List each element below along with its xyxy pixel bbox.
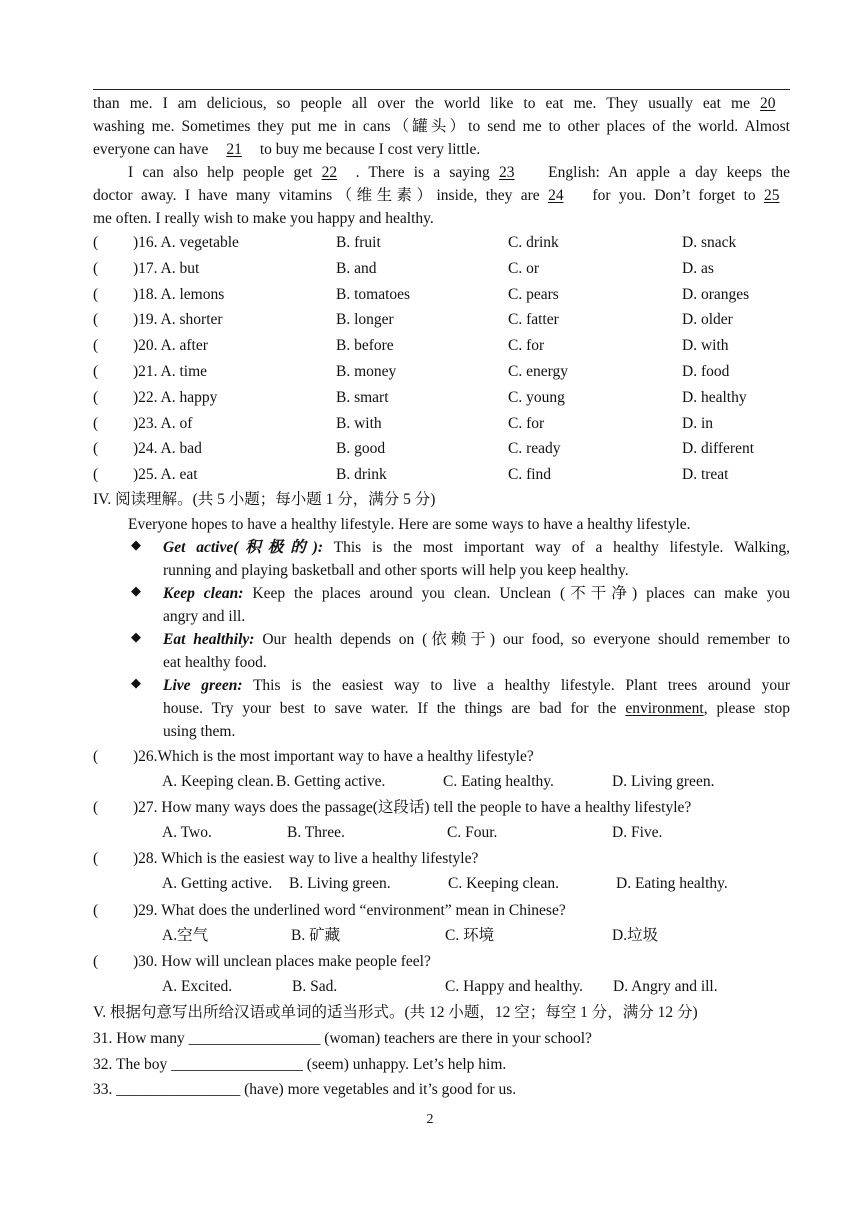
- question-option-d: D. oranges: [682, 285, 750, 303]
- bullet-eat-healthily-cont: eat healthy food.: [163, 654, 267, 671]
- reading-options-27: [93, 821, 790, 844]
- question-option-d: D. Five.: [612, 824, 663, 841]
- cloze-question-row: [93, 463, 790, 486]
- bullet-live-green-cont: [163, 697, 790, 720]
- question-option-c: C. fatter: [508, 311, 559, 329]
- bullet-eat-healthily: [163, 628, 790, 651]
- question-option-d: D. older: [682, 311, 733, 329]
- question-option-b: B. good: [336, 440, 386, 458]
- cloze-question-row: [93, 437, 790, 460]
- question-option-a: )18. A. lemons: [133, 285, 225, 303]
- question-option-c: C. young: [508, 388, 565, 406]
- question-option-b: B. smart: [336, 388, 389, 406]
- question-option-b: B. money: [336, 363, 397, 380]
- bullet-keep-clean: [163, 582, 790, 605]
- page-number: 2: [426, 1112, 434, 1127]
- question-option-c: C. ready: [508, 440, 561, 458]
- question-option-b: B. tomatoes: [336, 285, 411, 303]
- bullet-title: Live green:: [163, 677, 243, 694]
- bullet-diamond-icon: ◆: [131, 583, 141, 598]
- question-option-b: B. before: [336, 337, 394, 355]
- bullet-title: Keep clean:: [163, 585, 244, 602]
- bullet-get-active: [163, 536, 790, 559]
- bullet-live-green-cont2: using them.: [163, 723, 236, 740]
- answer-paren: (: [93, 234, 99, 251]
- blank-25: 25: [764, 187, 780, 204]
- question-option-a: )20. A. after: [133, 337, 208, 355]
- answer-paren: (: [93, 902, 99, 919]
- question-text: )27. How many ways does the passage(这段话) tell the people to have a healthy lifestyle?: [133, 799, 692, 816]
- question-text: )26.Which is the most important way to have a healthy lifestyle?: [133, 748, 534, 765]
- answer-paren: (: [93, 748, 99, 765]
- bullet-title: Eat healthily:: [163, 631, 255, 648]
- passage-text: for you. Don’t forget to: [592, 187, 756, 204]
- question-option-b: B. and: [336, 259, 377, 277]
- reading-question-26: [93, 745, 790, 768]
- question-option-c: C. pears: [508, 285, 559, 303]
- question-option-d: D. snack: [682, 234, 737, 251]
- bullet-text: This is the easiest way to live a healthy lifestyle. Plant trees around your: [252, 677, 790, 694]
- passage-text: I can also help people get: [128, 164, 313, 181]
- question-option-d: D. in: [682, 414, 713, 432]
- question-option-d: D. food: [682, 363, 730, 380]
- section-5-heading: V. 根据句意写出所给汉语或单词的适当形式。(共 12 小题，12 空；每空 1 分，满分 12 分): [93, 1004, 698, 1021]
- blank-21: 21: [226, 141, 242, 158]
- blank-22: 22: [321, 164, 338, 181]
- answer-paren: (: [93, 363, 99, 380]
- passage-line-3: [93, 138, 790, 161]
- question-option-a: )24. A. bad: [133, 440, 202, 458]
- question-option-d: D. Angry and ill.: [613, 978, 718, 995]
- header-rule: [93, 89, 790, 90]
- bullet-text: Keep the places around you clean. Unclean (不干净) places can make you: [252, 585, 790, 602]
- bullet-get-active-cont: running and playing basketball and other sports will help you keep healthy.: [163, 562, 629, 579]
- question-text: )28. Which is the easiest way to live a healthy lifestyle?: [133, 850, 479, 867]
- question-option-a: )22. A. happy: [133, 388, 218, 406]
- cloze-question-row: [93, 386, 790, 409]
- blank-24: 24: [548, 187, 564, 204]
- question-option-c: C. for: [508, 414, 545, 432]
- question-option-d: D. different: [682, 440, 755, 458]
- question-option-a: )16. A. vegetable: [133, 234, 239, 251]
- question-option-b: B. drink: [336, 466, 387, 484]
- cloze-question-row: [93, 334, 790, 357]
- question-option-b: B. 矿藏: [291, 927, 341, 944]
- question-option-d: D. Living green.: [612, 773, 715, 790]
- cloze-question-row: [93, 257, 790, 280]
- passage-line-2: washing me. Sometimes they put me in cans（罐头）to send me to other places of the world. Almost: [93, 118, 790, 135]
- passage-text: to buy me because I cost very little.: [259, 141, 481, 158]
- passage-line-1: [93, 92, 790, 115]
- question-option-c: C. energy: [508, 363, 568, 380]
- cloze-question-row: [93, 308, 790, 331]
- question-option-c: C. or: [508, 259, 539, 277]
- reading-options-30: [93, 975, 790, 998]
- answer-paren: (: [93, 259, 99, 277]
- question-option-d: D. healthy: [682, 388, 747, 406]
- underlined-word-environment: environment: [625, 700, 704, 717]
- reading-question-28: [93, 847, 790, 870]
- blank-23: 23: [498, 164, 515, 181]
- question-option-b: B. with: [336, 414, 382, 432]
- question-option-a: A. Keeping clean.: [162, 773, 274, 790]
- blank-20: 20: [760, 95, 776, 112]
- question-option-a: A. Two.: [162, 824, 212, 841]
- cloze-question-row: [93, 412, 790, 435]
- bullet-diamond-icon: ◆: [131, 629, 141, 644]
- answer-paren: (: [93, 799, 99, 816]
- reading-options-29: [93, 924, 790, 947]
- question-option-a: )19. A. shorter: [133, 311, 223, 329]
- question-32: 32. The boy _________________ (seem) unhappy. Let’s help him.: [93, 1056, 507, 1073]
- bullet-text: Our health depends on (依赖于) our food, so everyone should remember to: [262, 631, 790, 648]
- question-option-a: A.空气: [162, 927, 209, 944]
- cloze-question-row: [93, 231, 790, 254]
- bullet-text: , please stop: [703, 700, 790, 717]
- passage-text: than me. I am delicious, so people all over the world like to eat me. They usually eat me: [93, 95, 750, 112]
- question-option-c: C. find: [508, 466, 552, 484]
- passage-text: English: An apple a day keeps the: [548, 164, 791, 181]
- bullet-text: This is the most important way of a healthy lifestyle. Walking,: [333, 539, 790, 556]
- answer-paren: (: [93, 466, 99, 484]
- reading-options-26: [93, 770, 790, 793]
- question-option-c: C. Happy and healthy.: [445, 978, 584, 995]
- bullet-diamond-icon: ◆: [131, 537, 141, 552]
- reading-intro: Everyone hopes to have a healthy lifestyle. Here are some ways to have a healthy lifestyle.: [128, 516, 691, 533]
- answer-paren: (: [93, 850, 99, 867]
- question-option-c: C. drink: [508, 234, 559, 251]
- answer-paren: (: [93, 414, 99, 432]
- reading-options-28: [93, 872, 790, 895]
- question-option-a: )17. A. but: [133, 259, 200, 277]
- question-option-a: )25. A. eat: [133, 466, 198, 484]
- question-option-a: A. Excited.: [162, 978, 233, 995]
- passage-line-6: me often. I really wish to make you happy and healthy.: [93, 210, 434, 227]
- question-option-b: B. Sad.: [292, 978, 338, 995]
- passage-line-5: [93, 184, 790, 207]
- bullet-text: house. Try your best to save water. If the things are bad for the: [163, 700, 617, 717]
- question-option-b: B. Getting active.: [276, 773, 386, 790]
- passage-text: doctor away. I have many vitamins（维生素）inside, they are: [93, 187, 540, 204]
- cloze-question-row: [93, 283, 790, 306]
- cloze-question-row: [93, 360, 790, 383]
- answer-paren: (: [93, 311, 99, 329]
- reading-question-30: [93, 950, 790, 973]
- question-text: )30. How will unclean places make people feel?: [133, 953, 431, 970]
- passage-line-4: [128, 161, 790, 184]
- passage-text: everyone can have: [93, 141, 209, 158]
- question-33: 33. ________________ (have) more vegetables and it’s good for us.: [93, 1081, 517, 1098]
- answer-paren: (: [93, 285, 99, 303]
- section-4-heading: IV. 阅读理解。(共 5 小题；每小题 1 分，满分 5 分): [93, 491, 436, 508]
- bullet-title: Get active(积极的):: [163, 539, 324, 556]
- bullet-live-green: [163, 674, 790, 697]
- question-option-a: )21. A. time: [133, 363, 208, 380]
- question-option-c: C. Four.: [447, 824, 498, 841]
- question-option-d: D. treat: [682, 466, 729, 484]
- question-option-c: C. Keeping clean.: [448, 875, 560, 892]
- question-option-b: B. Three.: [287, 824, 345, 841]
- answer-paren: (: [93, 388, 99, 406]
- question-option-a: )23. A. of: [133, 414, 193, 432]
- answer-paren: (: [93, 337, 99, 355]
- reading-question-29: [93, 899, 790, 922]
- question-option-c: C. Eating healthy.: [443, 773, 554, 790]
- question-31: 31. How many _________________ (woman) teachers are there in your school?: [93, 1030, 592, 1047]
- question-text: )29. What does the underlined word “environment” mean in Chinese?: [133, 902, 566, 919]
- question-option-d: D.垃圾: [612, 927, 659, 944]
- bullet-diamond-icon: ◆: [131, 675, 141, 690]
- question-option-a: A. Getting active.: [162, 875, 273, 892]
- question-option-b: B. longer: [336, 311, 394, 329]
- question-option-c: C. for: [508, 337, 545, 355]
- reading-question-27: [93, 796, 790, 819]
- answer-paren: (: [93, 440, 99, 458]
- passage-text: . There is a saying: [355, 164, 490, 181]
- question-option-d: D. Eating healthy.: [616, 875, 728, 892]
- answer-paren: (: [93, 953, 99, 970]
- question-option-b: B. Living green.: [289, 875, 391, 892]
- question-option-d: D. as: [682, 259, 714, 277]
- question-option-b: B. fruit: [336, 234, 381, 251]
- question-option-c: C. 环境: [445, 927, 495, 944]
- question-option-d: D. with: [682, 337, 729, 355]
- bullet-keep-clean-cont: angry and ill.: [163, 608, 246, 625]
